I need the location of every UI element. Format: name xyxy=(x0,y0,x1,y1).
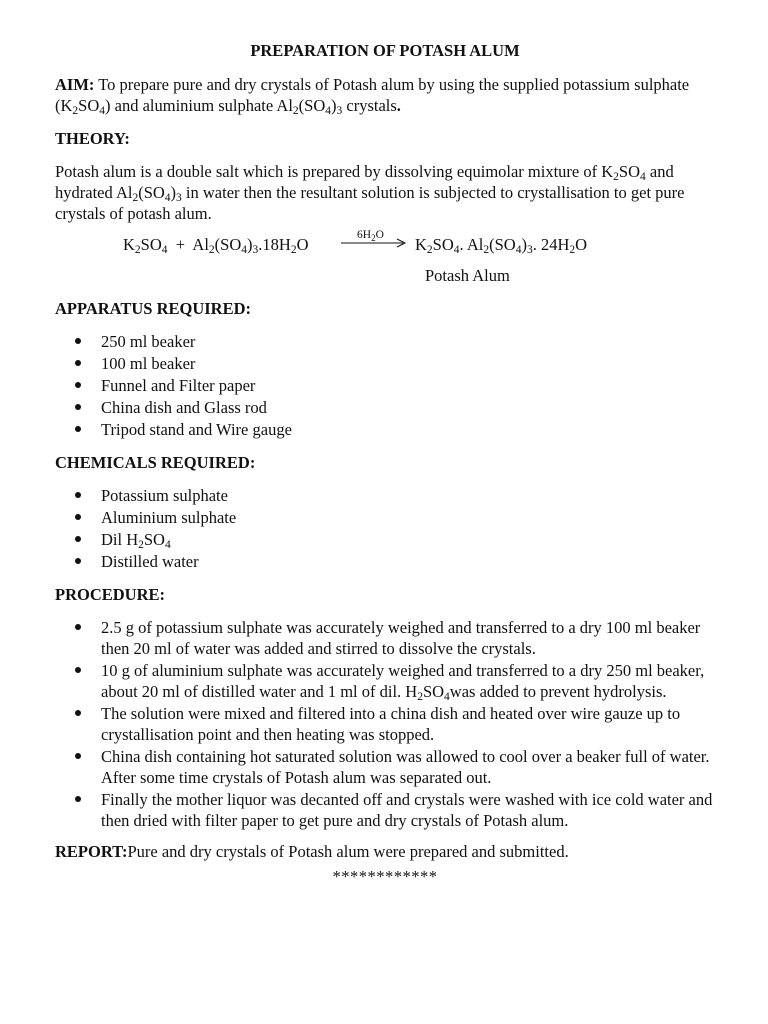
subscript: 4 xyxy=(164,539,171,551)
chemicals-heading: CHEMICALS REQUIRED: xyxy=(55,453,256,472)
list-item xyxy=(55,397,715,418)
list-item xyxy=(55,507,715,528)
list-item-text: 2.5 g of potassium sulphate was accurately weighed and transferred to a dry 100 ml beaker then 20 ml of water was added and stirred to dissolve the crystals. xyxy=(101,618,701,658)
list-item-text: 250 ml beaker xyxy=(101,332,196,351)
bullet-icon xyxy=(75,492,81,498)
eq-text: ) xyxy=(247,235,253,254)
eq-text: O xyxy=(575,235,588,254)
subscript: 2 xyxy=(613,171,619,183)
subscript: 4 xyxy=(515,244,522,256)
theory-text: SO xyxy=(618,162,640,181)
list-item xyxy=(55,703,715,745)
theory-text: in water then the resultant solution is subjected to crystallisation to get pure crystals of potash alum. xyxy=(55,183,685,223)
bullet-icon xyxy=(75,710,81,716)
list-item xyxy=(55,331,715,352)
bullet-icon xyxy=(75,338,81,344)
apparatus-heading: APPARATUS REQUIRED: xyxy=(55,299,252,318)
subscript: 2 xyxy=(426,244,433,256)
subscript: 4 xyxy=(99,105,106,117)
list-item xyxy=(55,617,715,659)
chemical-equation xyxy=(55,229,715,258)
list-item-text: 10 g of aluminium sulphate was accurately weighed and transferred to a dry 250 ml beaker, about 20 ml of distilled water and 1 ml of dil. H xyxy=(101,661,705,701)
list-item-text: Finally the mother liquor was decanted off and crystals were washed with ice cold water and then dried with filter paper to get pure and dry crystals of Potash alum. xyxy=(101,790,713,830)
eq-text: Al xyxy=(192,235,209,254)
theory-text: and hydrated Al xyxy=(55,162,674,202)
list-item-text: Aluminium sulphate xyxy=(101,508,237,527)
list-item xyxy=(55,353,715,374)
eq-text: (SO xyxy=(214,235,242,254)
bullet-icon xyxy=(75,382,81,388)
reaction-arrow xyxy=(341,228,409,252)
report-label: REPORT: xyxy=(55,842,128,861)
eq-text: O xyxy=(296,235,309,254)
bullet-icon xyxy=(75,404,81,410)
bullet-icon xyxy=(75,667,81,673)
equation-reactants xyxy=(123,234,308,255)
eq-text: . Al xyxy=(459,235,484,254)
list-item-text: Funnel and Filter paper xyxy=(101,376,256,395)
list-item xyxy=(55,789,715,831)
subscript: 2 xyxy=(292,105,299,117)
eq-text: . 24H xyxy=(532,235,570,254)
aim-paragraph xyxy=(55,74,715,116)
subscript: 4 xyxy=(161,244,168,256)
eq-text: 6H xyxy=(357,229,372,241)
subscript: 4 xyxy=(640,171,646,183)
equation-products xyxy=(415,234,587,255)
aim-text: ) xyxy=(331,96,337,115)
subscript: 4 xyxy=(164,192,171,204)
subscript: 4 xyxy=(325,105,331,117)
chemicals-list xyxy=(55,485,715,572)
bullet-icon xyxy=(75,753,81,759)
subscript: 2 xyxy=(290,244,297,256)
aim-text: To prepare pure and dry crystals of Potash alum by using the supplied potassium sulphate (K xyxy=(55,75,690,115)
subscript: 2 xyxy=(134,244,141,256)
document-title: PREPARATION OF POTASH ALUM xyxy=(250,41,520,60)
report-paragraph xyxy=(55,841,715,862)
list-item-text: SO xyxy=(422,682,445,701)
bullet-icon xyxy=(75,360,81,366)
subscript: 2 xyxy=(138,539,144,551)
bullet-icon xyxy=(75,514,81,520)
list-item xyxy=(55,375,715,396)
subscript: 2 xyxy=(417,691,423,703)
subscript: 3 xyxy=(526,244,533,256)
bullet-icon xyxy=(75,796,81,802)
aim-text: SO xyxy=(78,96,100,115)
list-item xyxy=(55,419,715,440)
subscript: 2 xyxy=(371,233,376,243)
list-item-text: Potassium sulphate xyxy=(101,486,228,505)
list-item-text: Distilled water xyxy=(101,552,199,571)
list-item-text: Tripod stand and Wire gauge xyxy=(101,420,292,439)
subscript: 3 xyxy=(176,192,182,204)
subscript: 2 xyxy=(569,244,576,256)
eq-text: SO xyxy=(140,235,162,254)
report-text: Pure and dry crystals of Potash alum were prepared and submitted. xyxy=(127,842,569,861)
end-mark: ************ xyxy=(332,867,438,886)
list-item xyxy=(55,551,715,572)
eq-text: K xyxy=(123,235,135,254)
subscript: 4 xyxy=(241,244,248,256)
aim-label: AIM: xyxy=(55,75,95,94)
theory-text: ) xyxy=(170,183,177,202)
subscript: 4 xyxy=(444,691,450,703)
list-item-text: was added to prevent hydrolysis. xyxy=(449,682,667,701)
eq-plus: + xyxy=(167,235,193,254)
bullet-icon xyxy=(75,536,81,542)
list-item-text: Dil H xyxy=(101,530,139,549)
eq-text: (SO xyxy=(489,235,516,254)
list-item xyxy=(55,529,715,550)
list-item-text: SO xyxy=(143,530,165,549)
subscript: 4 xyxy=(453,244,460,256)
bullet-icon xyxy=(75,624,81,630)
eq-text: K xyxy=(415,235,427,254)
procedure-list xyxy=(55,617,715,831)
subscript: 2 xyxy=(132,192,139,204)
subscript: 2 xyxy=(208,244,215,256)
list-item-text: China dish and Glass rod xyxy=(101,398,267,417)
aim-text: crystals xyxy=(342,96,397,115)
eq-text: ) xyxy=(521,235,527,254)
list-item xyxy=(55,746,715,788)
subscript: 2 xyxy=(483,244,490,256)
procedure-heading: PROCEDURE: xyxy=(55,585,165,604)
product-label: Potash Alum xyxy=(425,266,510,285)
theory-text: (SO xyxy=(138,183,165,202)
subscript: 3 xyxy=(252,244,259,256)
list-item-text: The solution were mixed and filtered into a china dish and heated over wire gauze up to crystallisation point and then heating was stopped. xyxy=(101,704,681,744)
bullet-icon xyxy=(75,558,81,564)
bullet-icon xyxy=(75,426,81,432)
arrow-right-icon xyxy=(341,238,407,248)
aim-end: . xyxy=(396,96,401,115)
eq-text: SO xyxy=(432,235,454,254)
theory-paragraph xyxy=(55,161,715,224)
subscript: 3 xyxy=(336,105,343,117)
eq-text: O xyxy=(375,229,384,241)
aim-text: ) and aluminium sulphate Al xyxy=(105,96,293,115)
list-item-text: China dish containing hot saturated solution was allowed to cool over a beaker full of water. After some time crystals of Potash alum was separated out. xyxy=(101,747,710,787)
list-item-text: 100 ml beaker xyxy=(101,354,196,373)
list-item xyxy=(55,485,715,506)
document-page xyxy=(55,40,715,887)
subscript: 2 xyxy=(72,105,79,117)
apparatus-list xyxy=(55,331,715,440)
aim-text: (SO xyxy=(298,96,326,115)
theory-text: Potash alum is a double salt which is prepared by dissolving equimolar mixture of K xyxy=(55,162,614,181)
list-item xyxy=(55,660,715,702)
eq-text: .18H xyxy=(258,235,291,254)
theory-heading: THEORY: xyxy=(55,129,130,148)
